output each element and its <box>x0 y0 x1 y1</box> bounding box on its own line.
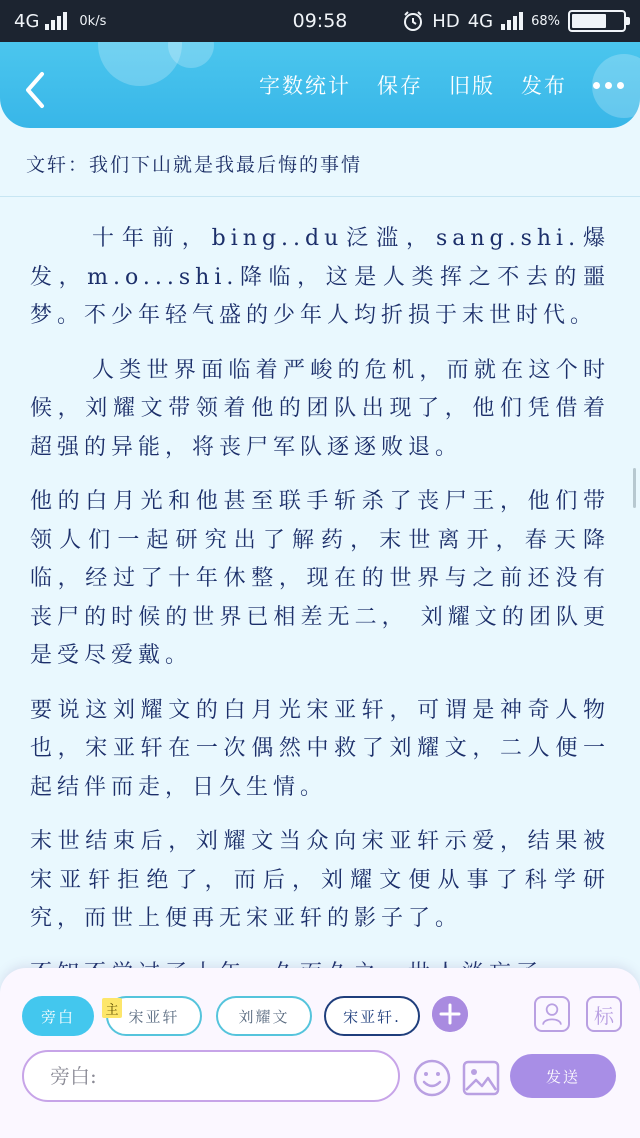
signal-icon-right <box>501 12 523 30</box>
hd-label: HD <box>432 10 460 32</box>
network-type: 4G <box>14 10 40 32</box>
save-button[interactable]: 保存 <box>377 74 423 98</box>
word-count-button[interactable]: 字数统计 <box>259 74 351 98</box>
alarm-icon <box>402 10 424 32</box>
image-icon[interactable] <box>462 1060 500 1096</box>
divider <box>0 196 640 197</box>
clock: 09:58 <box>292 10 348 32</box>
paragraph: 十年前，bing..du泛滥，sang.shi.爆发，m.o...shi.降临，这是人类挥之不去的噩梦。不少年轻气盛的少年人均折损于末世时代。 <box>30 226 610 328</box>
network-type-right: 4G <box>467 10 494 32</box>
back-icon[interactable] <box>18 70 54 110</box>
character-chip-liu-yaowen[interactable]: 刘耀文 <box>216 996 312 1036</box>
main-character-badge: 主 <box>102 998 122 1018</box>
old-version-button[interactable]: 旧版 <box>449 74 495 98</box>
nav-actions <box>259 70 624 100</box>
paragraph: 人类世界面临着严峻的危机，而就在这个时候，刘耀文带领着他的团队出现了，他们凭借着超强的异能，将丧尸军队逐逐败退。 <box>30 357 610 460</box>
emoji-icon[interactable] <box>412 1058 452 1098</box>
more-icon[interactable] <box>593 82 624 89</box>
top-nav-bar <box>0 42 640 128</box>
network-speed: 0k/s <box>79 13 107 29</box>
story-content[interactable] <box>30 220 610 976</box>
message-input[interactable] <box>22 1050 400 1102</box>
send-button[interactable]: 发送 <box>510 1054 616 1098</box>
battery-percent: 68% <box>531 13 560 29</box>
status-left <box>14 11 106 32</box>
character-profile-icon[interactable] <box>534 996 570 1032</box>
character-chip-song-yaxuan-selected[interactable]: 宋亚轩. <box>324 996 420 1036</box>
status-right <box>402 10 626 32</box>
signal-icon <box>45 12 67 30</box>
status-bar <box>0 0 640 42</box>
add-character-icon[interactable] <box>432 996 468 1032</box>
tag-icon[interactable]: 标 <box>586 996 622 1032</box>
composer-panel <box>0 968 640 1138</box>
paragraph: 末世结束后，刘耀文当众向宋亚轩示爱，结果被宋亚轩拒绝了，而后，刘耀文便从事了科学研究，而世上便再无宋亚轩的影子了。 <box>30 829 610 931</box>
paragraph: 他的白月光和他甚至联手斩杀了丧尸王，他们带领人们一起研究出了解药，末世离开，春天降临，经过了十年休整，现在的世界与之前还没有丧尸的时候的世界已相差无二， 刘耀文的团队更是受尽爱戴。 <box>30 489 610 668</box>
story-title: 文轩：我们下山就是我最后悔的事情 <box>26 154 363 176</box>
character-chip-song-yaxuan[interactable]: 宋亚轩 <box>106 996 202 1036</box>
scrollbar[interactable] <box>633 468 636 508</box>
narration-chip[interactable]: 旁白 <box>22 996 94 1036</box>
battery-icon <box>568 10 626 32</box>
paragraph: 要说这刘耀文的白月光宋亚轩，可谓是神奇人物也，宋亚轩在一次偶然中救了刘耀文，二人便一起结伴而走，日久生情。 <box>30 697 610 800</box>
publish-button[interactable]: 发布 <box>521 74 567 98</box>
